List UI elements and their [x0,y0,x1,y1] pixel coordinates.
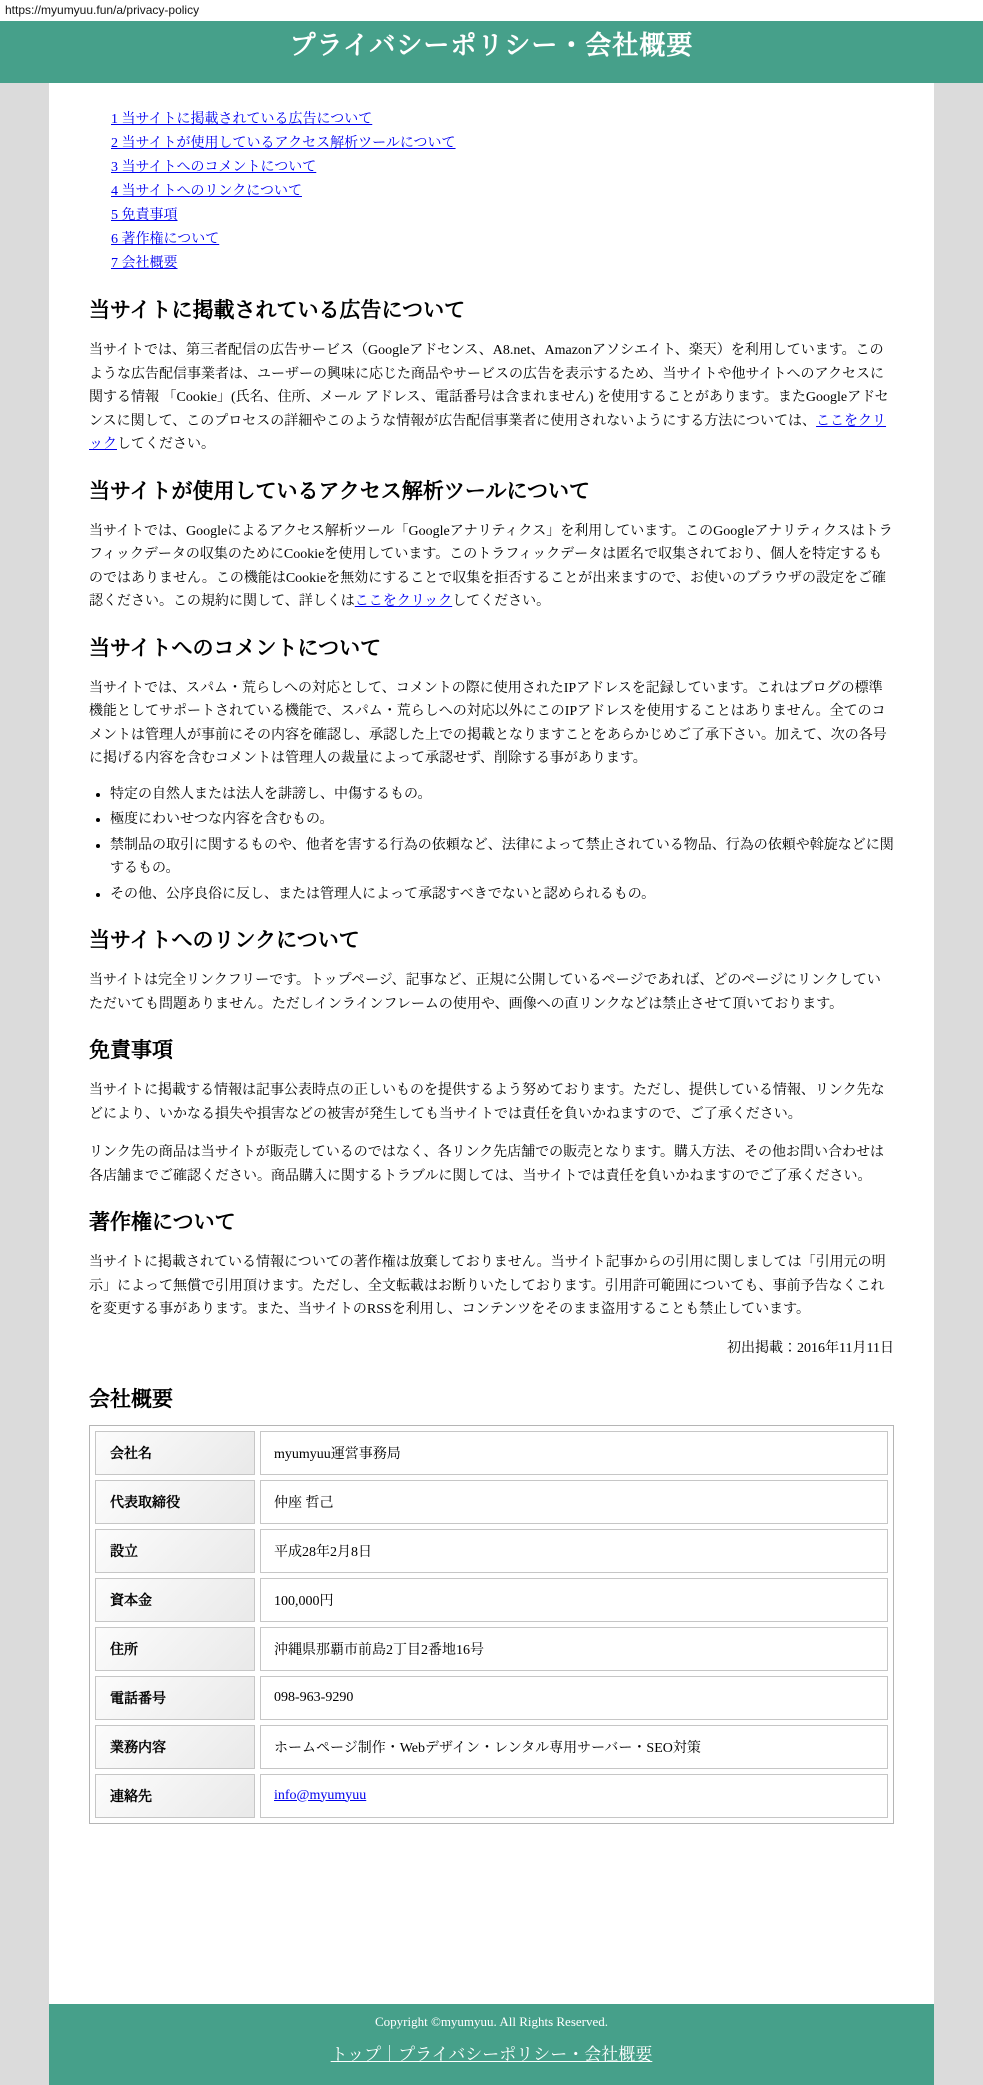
table-row [95,1676,888,1720]
section-analytics [89,479,894,614]
toc-link-analytics[interactable]: 2 当サイトが使用しているアクセス解析ツールについて [111,136,456,151]
company-founded-label: 設立 [95,1529,255,1573]
section-analytics-text-after: してください。 [452,594,551,609]
company-phone-value: 098-963-9290 [260,1676,888,1720]
ads-click-here-link[interactable]: ここをクリック [89,413,887,452]
company-address-label: 住所 [95,1627,255,1671]
table-row [95,1529,888,1573]
page-title: プライバシーポリシー・会社概要 [289,30,694,60]
section-company [89,1387,894,1824]
toc-link-company[interactable]: 7 会社概要 [111,256,178,271]
section-site-links [89,928,894,1016]
section-site-links-body: 当サイトは完全リンクフリーです。トップページ、記事など、正規に公開しているページであれば、どのページにリンクしていただいても問題ありません。ただしインラインフレームの使用や、画像への直リンクなどは禁止させて頂いております。 [89,973,881,1012]
section-ads-text-before: 当サイトでは、第三者配信の広告サービス（Googleアドセンス、A8.net、Amazonアソシエイト、楽天）を利用しています。このような広告配信事業者は、ユーザーの興味に応じた商品やサービスの広告を表示するため、当サイトや他サイトへのアクセスに関する情報 「Cookie」(氏名、住所、メール アドレス、電話番号は含まれません) を使用することがあります。またGoogleアドセンスに関して、このプロセスの詳細やこのような情報が広告配信事業者に使用されないようにする方法については、 [89,343,889,429]
section-site-links-heading: 当サイトへのリンクについて [89,929,360,952]
company-phone-label: 電話番号 [95,1676,255,1720]
table-row [95,1578,888,1622]
company-contact-label: 連絡先 [95,1774,255,1818]
content-container [49,83,934,2004]
section-analytics-heading: 当サイトが使用しているアクセス解析ツールについて [89,479,591,503]
section-comments-body: 当サイトでは、スパム・荒らしへの対応として、コメントの際に使用されたIPアドレスを記録しています。これはブログの標準機能としてサポートされている機能で、スパム・荒らしへの対応以外にこのIPアドレスを使用することはありません。全てのコメントは管理人が事前にその内容を確認し、承認した上での掲載となりますことをあらかじめご了承下さい。加えて、次の各号に掲げる内容を含むコメントは管理人の裁量によって承認せず、削除する事があります。 [89,680,887,766]
analytics-click-here-link[interactable]: ここをクリック [354,594,453,609]
section-disclaimer-heading: 免責事項 [89,1039,173,1062]
company-business-value: ホームページ制作・Webデザイン・レンタル専用サーバー・SEO対策 [260,1725,888,1769]
company-business-label: 業務内容 [95,1725,255,1769]
section-copyright-body: 当サイトに掲載されている情報についての著作権は放棄しておりません。当サイト記事からの引用に関しましては「引用元の明示」によって無償で引用頂けます。ただし、全文転載はお断りいたしております。引用許可範囲についても、事前予告なくこれを変更する事があります。また、当サイトのRSSを利用し、コンテンツをそのまま盗用することも禁止しています。 [89,1255,886,1317]
section-ads-text-after: してください。 [117,437,215,452]
table-row [95,1627,888,1671]
company-contact-value [260,1774,888,1818]
table-row [95,1431,888,1475]
section-disclaimer-body-1: 当サイトに掲載する情報は記事公表時点の正しいものを提供するよう努めております。ただし、提供している情報、リンク先などにより、いかなる損失や損害などの被害が発生しても当サイトでは責任を負いかねますので、ご了承ください。 [89,1083,885,1122]
company-address-value: 沖縄県那覇市前島2丁目2番地16号 [260,1627,888,1671]
section-copyright [89,1210,894,1357]
section-comments [89,636,894,907]
table-row [95,1725,888,1769]
comment-rules-list [89,783,894,907]
toc-link-site-links[interactable]: 4 当サイトへのリンクについて [111,184,302,199]
company-name-value: myumyuu運営事務局 [260,1431,888,1475]
table-row [95,1480,888,1524]
section-ads-body [89,339,894,457]
company-founded-value: 平成28年2月8日 [260,1529,888,1573]
section-ads-heading: 当サイトに掲載されている広告について [89,299,466,322]
company-capital-value: 100,000円 [260,1578,888,1622]
list-item: • 特定の自然人または法人を誹謗し、中傷するもの。 [110,783,894,807]
section-comments-heading: 当サイトへのコメントについて [89,636,382,660]
section-disclaimer-body-2: リンク先の商品は当サイトが販売しているのではなく、各リンク先店舗での販売となります。購入方法、その他お問い合わせは各店舗までご確認ください。商品購入に関するトラブルに関しては、当サイトでは責任を負いかねますのでご了承ください。 [89,1145,885,1184]
list-item: • その他、公序良俗に反し、または管理人によって承認すべきでないと認められるもの。 [110,883,894,907]
page-header [0,21,983,83]
table-of-contents [89,83,894,276]
section-analytics-text-before: 当サイトでは、Googleによるアクセス解析ツール「Googleアナリティクス」を利用しています。このGoogleアナリティクスはトラフィックデータの収集のためにCookieを使用しています。このトラフィックデータは匿名で収集されており、個人を特定するものではありません。この機能はCookieを無効にすることで収集を拒否することが出来ますので、お使いのブラウザの設定をご確認ください。この規約に関して、詳しくは [89,523,893,609]
first-published-date: 初出掲載：2016年11月11日 [727,1340,894,1356]
company-ceo-value: 仲座 哲己 [260,1480,888,1524]
company-capital-label: 資本金 [95,1578,255,1622]
company-ceo-label: 代表取締役 [95,1480,255,1524]
list-item: • 極度にわいせつな内容を含むもの。 [110,808,894,832]
section-disclaimer [89,1038,894,1188]
toc-link-ads[interactable]: 1 当サイトに掲載されている広告について [111,112,373,127]
footer-nav-link[interactable]: トップ｜プライバシーポリシー・会社概要 [330,2045,653,2064]
toc-link-copyright[interactable]: 6 著作権について [111,232,220,247]
section-ads [89,298,894,457]
page-footer [49,2004,934,2085]
browser-address-url[interactable]: https://myumyuu.fun/a/privacy-policy [0,0,983,21]
company-email-link[interactable]: info@myumyuu [274,1787,367,1803]
toc-link-comments[interactable]: 3 当サイトへのコメントについて [111,160,317,175]
section-copyright-heading: 著作権について [89,1211,236,1234]
section-analytics-body [89,520,894,614]
section-company-heading: 会社概要 [89,1387,173,1411]
toc-link-disclaimer[interactable]: 5 免責事項 [111,208,178,223]
footer-copyright: Copyright ©myumyuu. All Rights Reserved. [374,2014,609,2029]
list-item: • 禁制品の取引に関するものや、他者を害する行為の依頼など、法律によって禁止されている物品、行為の依頼や斡旋などに関するもの。 [110,834,894,881]
company-info-table [89,1425,894,1824]
company-name-label: 会社名 [95,1431,255,1475]
table-row [95,1774,888,1818]
